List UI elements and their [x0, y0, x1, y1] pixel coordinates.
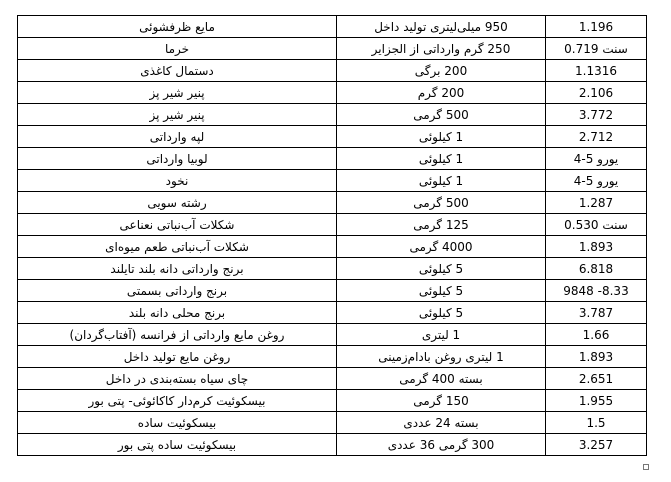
product-name-cell: بیسکوئیت ساده پتی بور: [18, 434, 337, 456]
package-size-cell: 125 گرمی: [337, 214, 546, 236]
table-row: [18, 16, 647, 38]
package-size-cell: 500 گرمی: [337, 104, 546, 126]
table-row: [18, 38, 647, 60]
product-name-cell: لپه وارداتی: [18, 126, 337, 148]
price-cell: یورو 5-4: [546, 170, 647, 192]
package-size-cell: 200 گرم: [337, 82, 546, 104]
package-size-cell: 5 کیلوئی: [337, 302, 546, 324]
product-name-cell: چای سیاه بسته‌بندی در داخل: [18, 368, 337, 390]
product-name-cell: مایع ظرفشوئی: [18, 16, 337, 38]
table-row: [18, 126, 647, 148]
package-size-cell: 300 گرمی 36 عددی: [337, 434, 546, 456]
price-cell: 8.33- 9848: [546, 280, 647, 302]
price-cell: 1.196: [546, 16, 647, 38]
product-name-cell: خرما: [18, 38, 337, 60]
price-cell: 3.787: [546, 302, 647, 324]
product-name-cell: شکلات آب‌نباتی طعم میوه‌ای: [18, 236, 337, 258]
table-row: [18, 324, 647, 346]
table-row: [18, 214, 647, 236]
price-cell: 6.818: [546, 258, 647, 280]
table-body: [18, 16, 647, 456]
package-size-cell: 200 برگی: [337, 60, 546, 82]
price-cell: 1.5: [546, 412, 647, 434]
price-cell: 1.66: [546, 324, 647, 346]
table-row: [18, 236, 647, 258]
product-name-cell: شکلات آب‌نباتی نعناعی: [18, 214, 337, 236]
package-size-cell: بسته 24 عددی: [337, 412, 546, 434]
package-size-cell: 1 کیلوئی: [337, 126, 546, 148]
table-row: [18, 170, 647, 192]
price-cell: 2.106: [546, 82, 647, 104]
table-row: [18, 412, 647, 434]
package-size-cell: 1 لیتری: [337, 324, 546, 346]
table-row: [18, 258, 647, 280]
product-name-cell: پنیر شیر پز: [18, 82, 337, 104]
product-name-cell: بیسکوئیت کرم‌دار کاکائوئی- پتی بور: [18, 390, 337, 412]
price-cell: 1.893: [546, 236, 647, 258]
table-row: [18, 302, 647, 324]
table-row: [18, 104, 647, 126]
price-table: [17, 15, 647, 456]
product-name-cell: روغن مایع تولید داخل: [18, 346, 337, 368]
price-cell: 1.955: [546, 390, 647, 412]
price-cell: یورو 5-4: [546, 148, 647, 170]
product-name-cell: برنج محلی دانه بلند: [18, 302, 337, 324]
table-row: [18, 82, 647, 104]
package-size-cell: 5 کیلوئی: [337, 280, 546, 302]
price-cell: 3.257: [546, 434, 647, 456]
product-name-cell: برنج وارداتی دانه بلند تایلند: [18, 258, 337, 280]
product-name-cell: دستمال کاغذی: [18, 60, 337, 82]
package-size-cell: 250 گرم وارداتی از الجزایر: [337, 38, 546, 60]
table-row: [18, 148, 647, 170]
table-row: [18, 346, 647, 368]
table-row: [18, 60, 647, 82]
price-cell: 3.772: [546, 104, 647, 126]
package-size-cell: 500 گرمی: [337, 192, 546, 214]
product-name-cell: رشته سویی: [18, 192, 337, 214]
price-cell: 1.1316: [546, 60, 647, 82]
table-row: [18, 368, 647, 390]
package-size-cell: 1 کیلوئی: [337, 148, 546, 170]
price-cell: سنت 0.530: [546, 214, 647, 236]
package-size-cell: 1 لیتری روغن بادام‌زمینی: [337, 346, 546, 368]
price-cell: 1.893: [546, 346, 647, 368]
product-name-cell: بیسکوئیت ساده: [18, 412, 337, 434]
price-cell: 2.712: [546, 126, 647, 148]
package-size-cell: 1 کیلوئی: [337, 170, 546, 192]
table-row: [18, 390, 647, 412]
product-name-cell: پنیر شیر پز: [18, 104, 337, 126]
product-name-cell: روغن مایع وارداتی از فرانسه (آفتاب‌گردان): [18, 324, 337, 346]
price-cell: 2.651: [546, 368, 647, 390]
table-row: [18, 280, 647, 302]
package-size-cell: 4000 گرمی: [337, 236, 546, 258]
table-row: [18, 434, 647, 456]
price-cell: سنت 0.719: [546, 38, 647, 60]
package-size-cell: بسته 400 گرمی: [337, 368, 546, 390]
paragraph-end-marker: [643, 464, 649, 470]
product-name-cell: برنج وارداتی بسمتی: [18, 280, 337, 302]
package-size-cell: 950 میلی‌لیتری تولید داخل: [337, 16, 546, 38]
price-cell: 1.287: [546, 192, 647, 214]
product-name-cell: لوبیا وارداتی: [18, 148, 337, 170]
package-size-cell: 5 کیلوئی: [337, 258, 546, 280]
product-name-cell: نخود: [18, 170, 337, 192]
package-size-cell: 150 گرمی: [337, 390, 546, 412]
table-row: [18, 192, 647, 214]
